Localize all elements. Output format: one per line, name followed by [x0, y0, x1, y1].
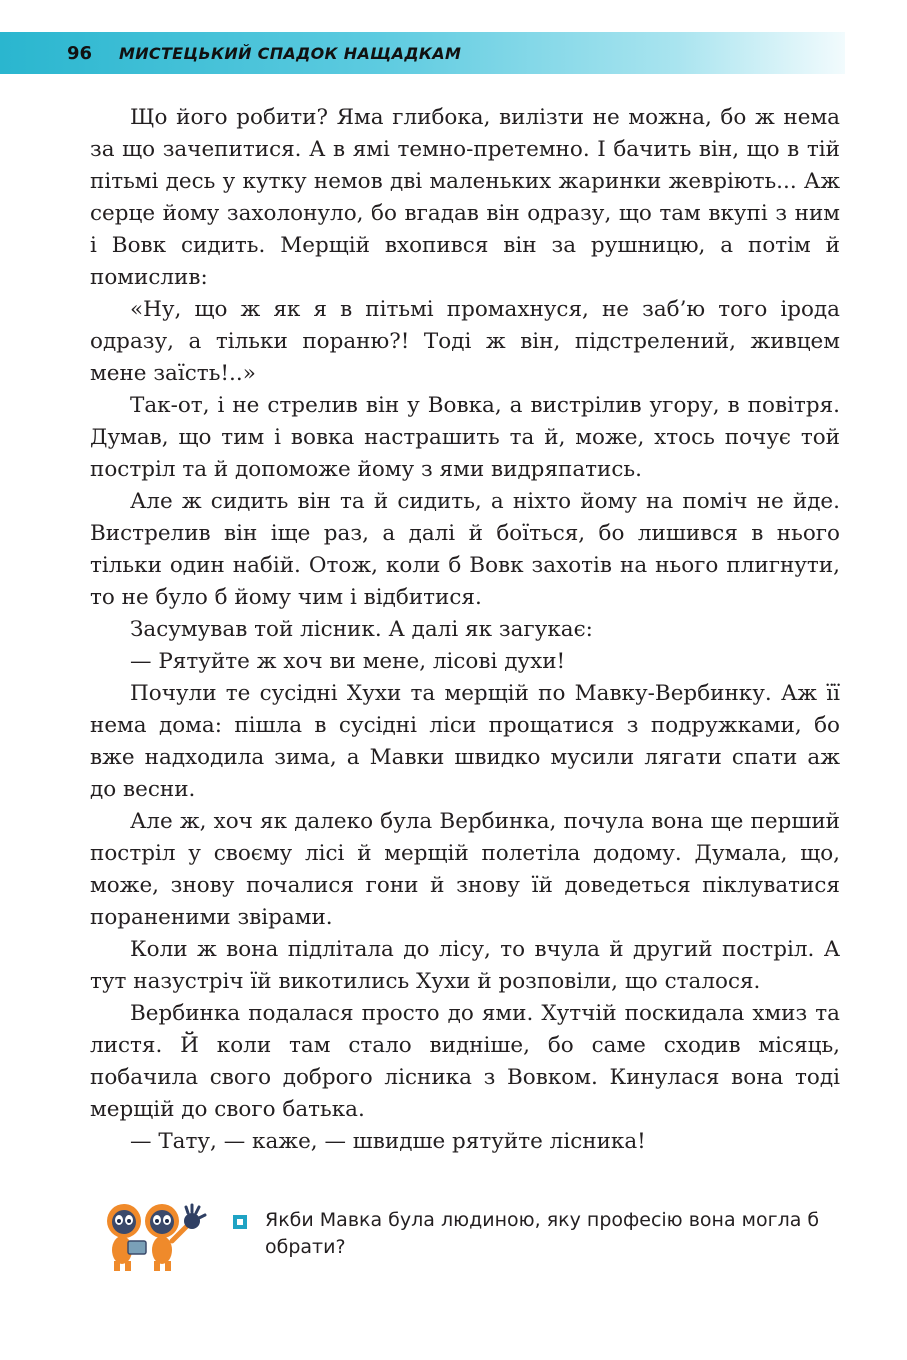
paragraph: Що його робити? Яма глибока, вилізти не можна, бо ж нема за що зачепитися. А в ямі темно-претемно. І бачить він, що в тій пітьмі десь у кутку немов дві маленьких жаринки жевріють... Аж серце йому захолонуло, бо вгадав він одразу, що там вкупі з ним і Вовк сидить. Мерщій вхопився він за рушницю, а потім й помислив: — [90, 105, 840, 290]
paragraph: Так-от, і не стрелив він у Вовка, а вистрілив угору, в повітря. Думав, що тим і вовка настрашить та й, може, хтось почує той постріл та й допоможе йому з ями видряпатись. — [90, 393, 840, 482]
paragraph: — Тату, — каже, — швидше рятуйте лісника! — [130, 1129, 646, 1154]
paragraph: Коли ж вона підлітала до лісу, то вчула й другий постріл. А тут назустріч їй викотились Хухи й розповіли, що сталося. — [90, 937, 840, 994]
story-text — [90, 102, 840, 1158]
paragraph: Вербинка подалася просто до ями. Хутчій поскидала хмиз та листя. Й коли там стало видніше, бо саме сходив місяць, побачила свого доброго лісника з Вовком. Кинулася вона тоді мерщій до свого батька. — [90, 1001, 840, 1122]
paragraph: Але ж, хоч як далеко була Вербинка, почула вона ще перший постріл у своєму лісі й мерщій полетіла додому. Думала, що, може, знову почалися гони й знову їй доведеться піклуватися пораненими звірами. — [90, 809, 840, 930]
paragraph: Засумував той лісник. А далі як загукає: — [130, 617, 593, 642]
robots-mascot-icon — [100, 1195, 210, 1275]
question-text: Якби Мавка була людиною, яку професію вона могла б обрати? — [265, 1209, 820, 1258]
question-bullet-icon — [233, 1215, 247, 1229]
paragraph: «Ну, що ж як я в пітьмі промахнуся, не заб’ю того ірода одразу, а тільки пораню?! Тоді ж він, підстрелений, живцем мене заїсть!..» — [90, 297, 840, 386]
page-header — [0, 32, 845, 74]
paragraph: Почули те сусідні Хухи та мерщій по Мавку-Вербинку. Аж її нема дома: пішла в сусідні ліси прощатися з подружками, бо вже надходила зима, а Мавки швидко мусили лягати спати аж до весни. — [90, 681, 840, 802]
question-block — [100, 1195, 860, 1285]
paragraph: Але ж сидить він та й сидить, а ніхто йому на поміч не йде. Вистрелив він іще раз, а далі й боїться, бо лишився в нього тільки один набій. Отож, коли б Вовк захотів на нього плигнути, то не було б йому чим і відбитися. — [90, 489, 840, 610]
section-title: МИСТЕЦЬКИЙ СПАДОК НАЩАДКАМ — [119, 43, 462, 63]
page-number: 96 — [67, 42, 93, 64]
paragraph: — Рятуйте ж хоч ви мене, лісові духи! — [130, 649, 566, 674]
